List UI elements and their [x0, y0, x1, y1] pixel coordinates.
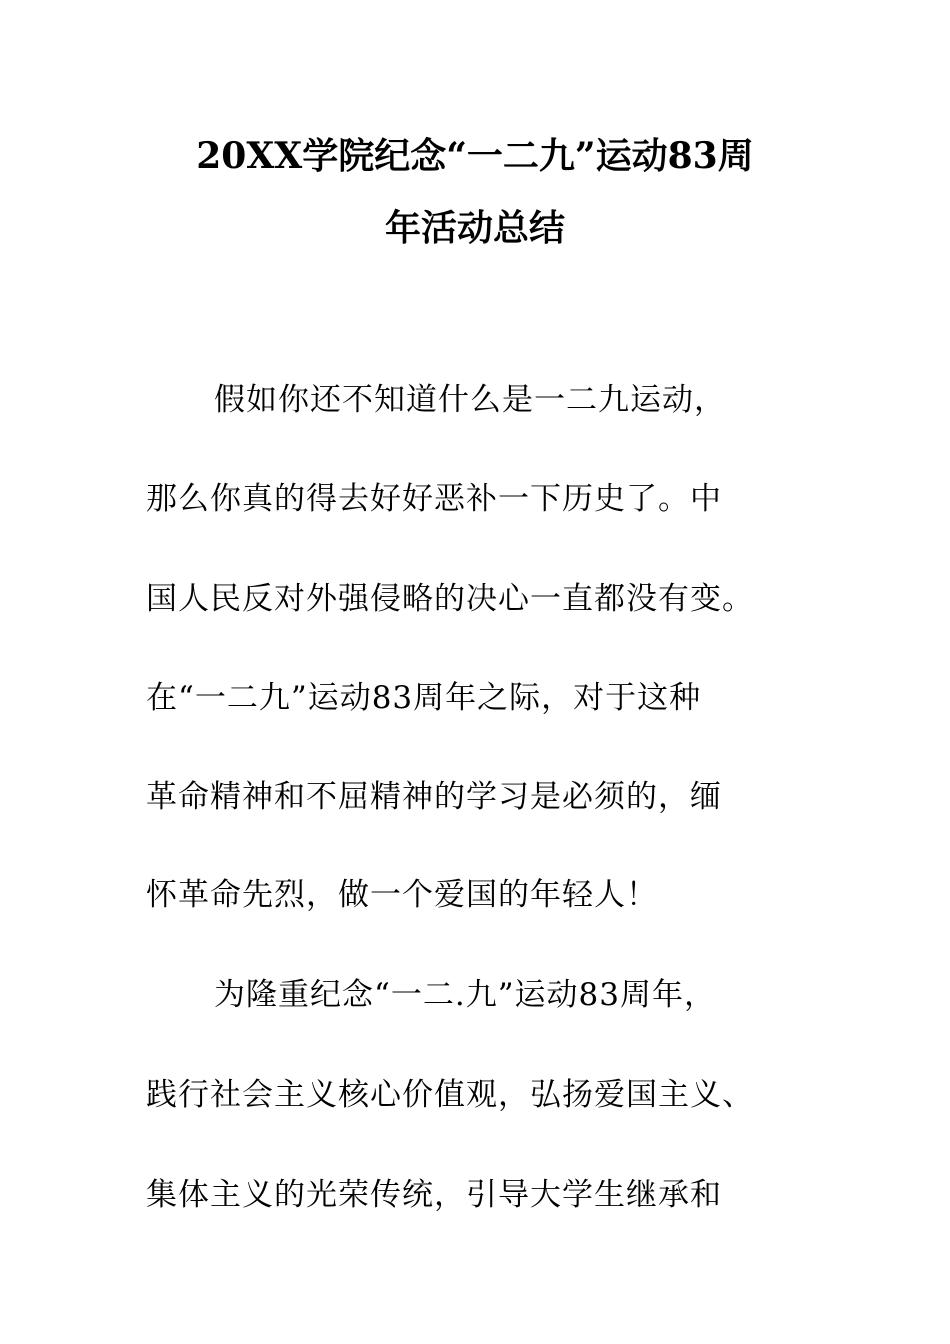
paragraph-line: 那么你真的得去好好恶补一下历史了。中: [146, 481, 722, 517]
paragraph-line: 践行社会主义核心价值观，弘扬爱国主义、: [146, 1077, 754, 1113]
document-title-line-2: 年活动总结: [384, 207, 565, 249]
paragraph-line: 怀革命先烈，做一个爱国的年轻人！: [146, 877, 658, 913]
paragraph-line: 为隆重纪念“一二.九”运动83周年，: [214, 977, 716, 1013]
paragraph-line: 革命精神和不屈精神的学习是必须的，缅: [146, 779, 722, 815]
paragraph-line: 国人民反对外强侵略的决心一直都没有变。: [146, 581, 754, 617]
paragraph-line: 在“一二九”运动83周年之际，对于这种: [146, 680, 702, 716]
paragraph-line: 假如你还不知道什么是一二九运动，: [214, 382, 726, 418]
document-title-line-1: 20XX学院纪念“一二九”运动83周: [196, 135, 754, 177]
paragraph-line: 集体主义的光荣传统，引导大学生继承和: [146, 1177, 722, 1213]
